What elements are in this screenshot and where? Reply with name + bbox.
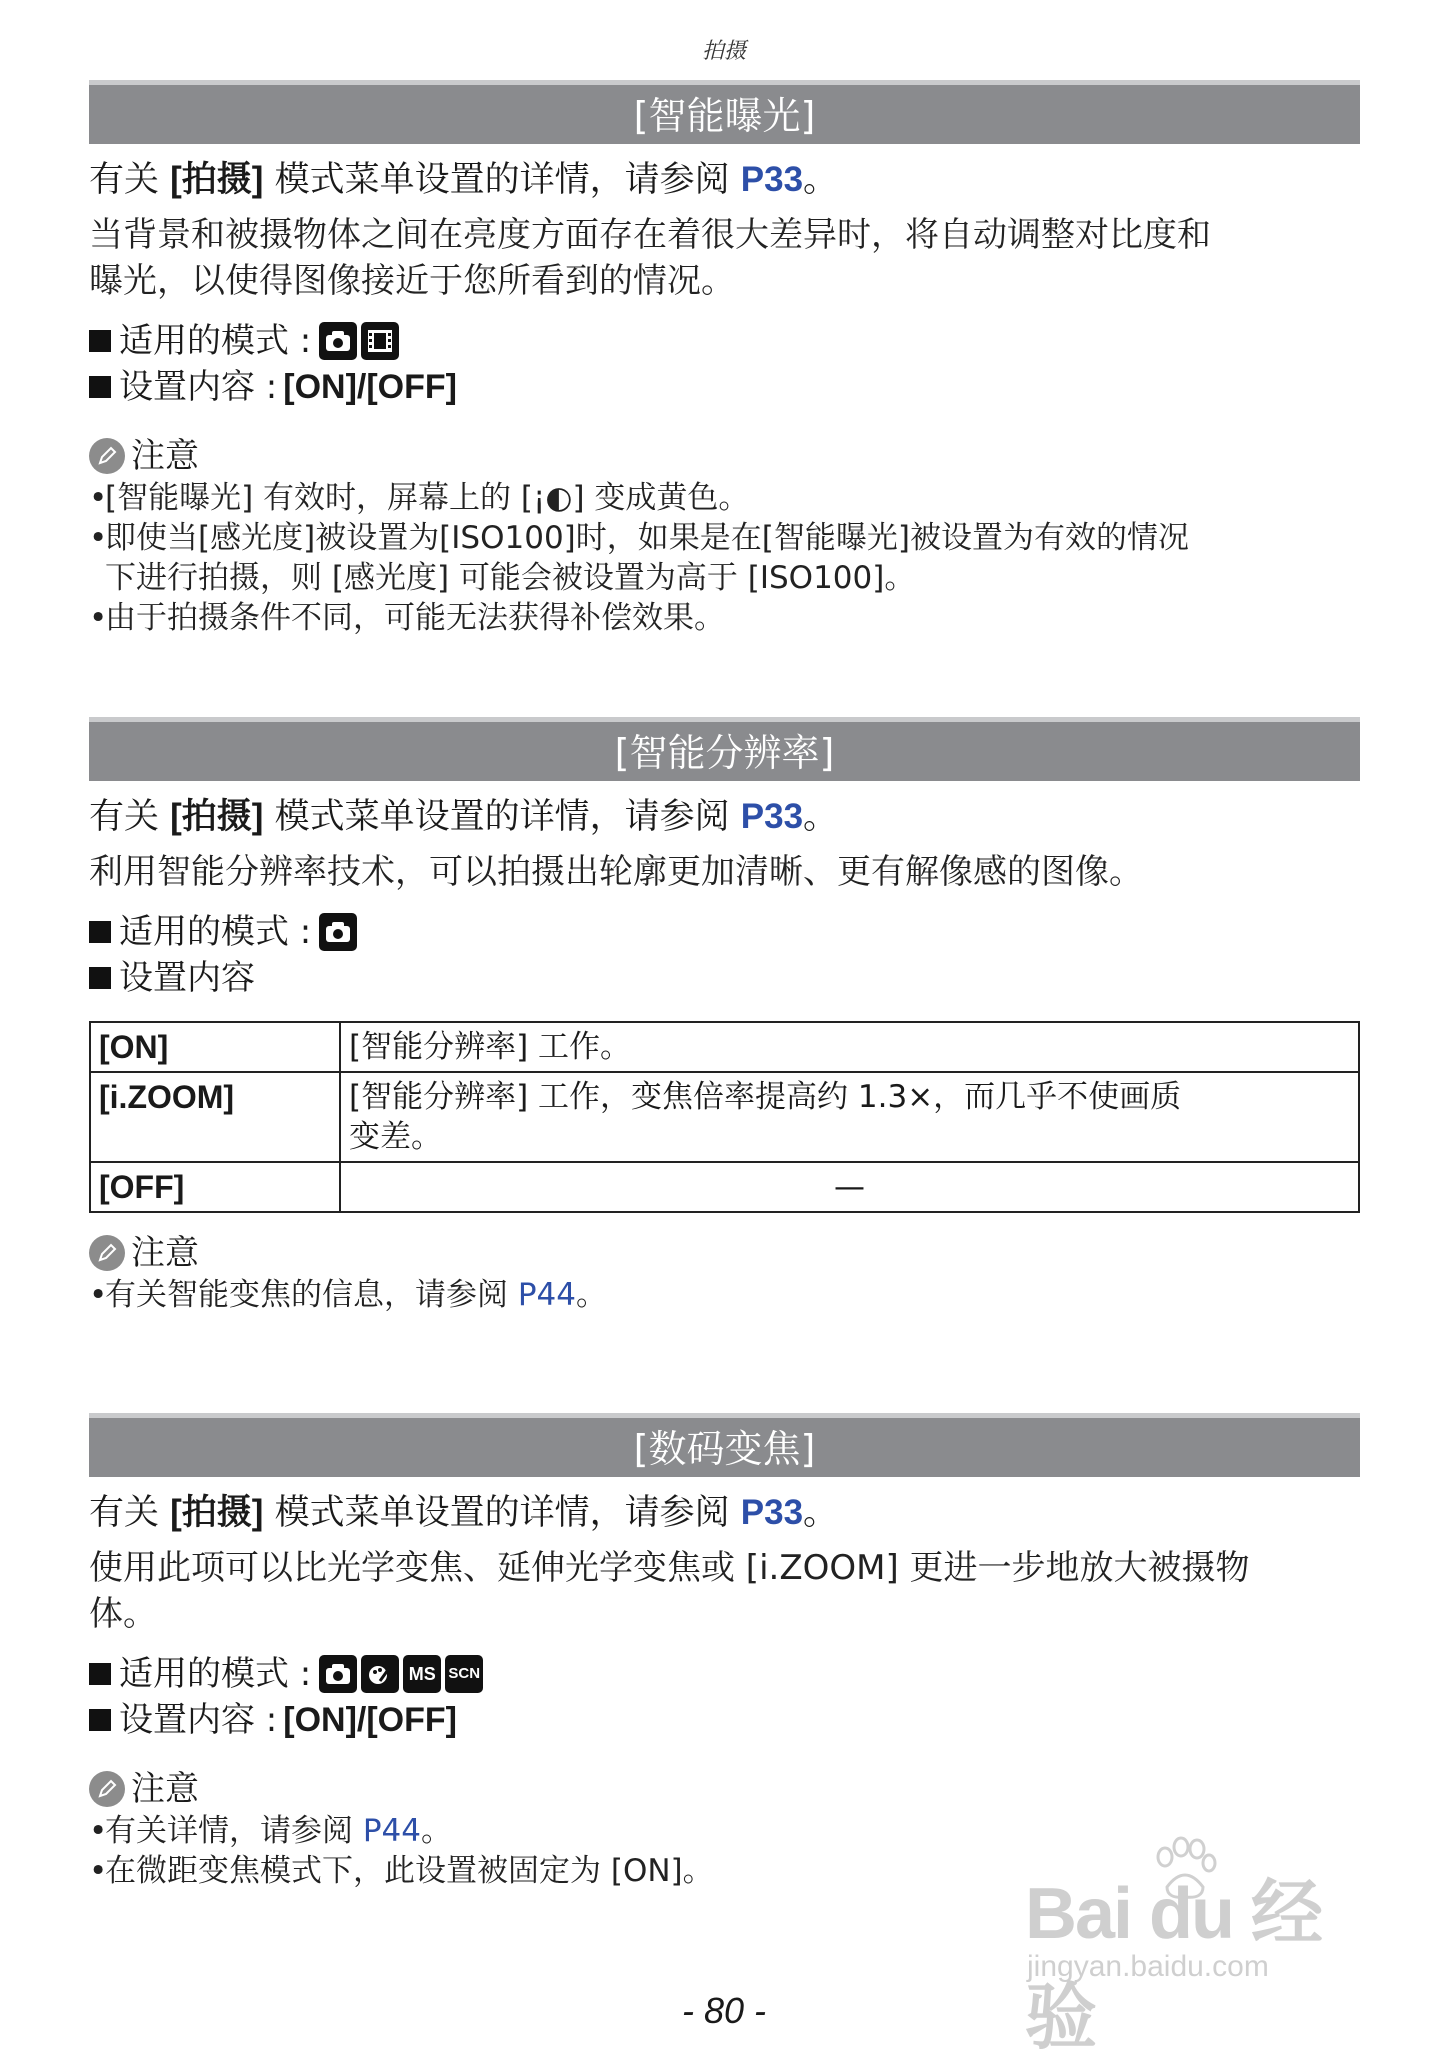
ref-menu: [拍摄]: [170, 160, 264, 199]
section-title: [智能曝光]: [89, 80, 1360, 144]
settings-value: [ON]/[OFF]: [283, 368, 457, 406]
table-row: [90, 1072, 1359, 1162]
note-block: [89, 434, 1360, 638]
note-item: • 在微距变焦模式下，此设置被固定为 [ON]。: [89, 1853, 714, 1889]
table-value: [智能分辨率] 工作，变焦倍率提高约 1.3×，而几乎不使画质 变差。: [340, 1072, 1359, 1162]
ref-text: 模式菜单设置的详情，请参阅: [274, 160, 730, 200]
watermark-logo: Bai du 经验: [1025, 1874, 1322, 2058]
note-title: 注意: [131, 1769, 199, 1809]
bullet-square-icon: [89, 1709, 111, 1731]
applicable-modes: [89, 1651, 1360, 1697]
baidu-watermark: [1025, 1835, 1370, 2058]
note-item: • 即使当[感光度]被设置为[ISO100]时，如果是在[智能曝光]被设置为有效的情况: [89, 520, 1189, 556]
bullet-square-icon: [89, 1663, 111, 1685]
section-title: [数码变焦]: [89, 1413, 1360, 1477]
settings-row: [89, 1697, 1360, 1743]
ref-prefix: 有关: [89, 797, 160, 837]
settings-value: [ON]/[OFF]: [283, 1701, 457, 1739]
section-intelligent-resolution: [89, 717, 1360, 1315]
description-line: 体。: [89, 1594, 157, 1634]
pencil-icon: [89, 1771, 125, 1807]
ms-mode-icon: MS: [403, 1655, 441, 1693]
ref-text: 模式菜单设置的详情，请参阅: [274, 1493, 730, 1533]
settings-table: [89, 1021, 1360, 1213]
note-title: 注意: [131, 436, 199, 476]
applicable-modes: [89, 909, 1360, 955]
ref-menu: [拍摄]: [170, 1493, 264, 1532]
modes-label: 适用的模式 :: [119, 321, 312, 361]
bullet-square-icon: [89, 921, 111, 943]
table-key: [ON]: [90, 1022, 340, 1072]
description-line: 利用智能分辨率技术，可以拍摄出轮廓更加清晰、更有解像感的图像。: [89, 852, 1143, 892]
description-line: 当背景和被摄物体之间在亮度方面存在着很大差异时，将自动调整对比度和: [89, 215, 1211, 255]
note-item: • 由于拍摄条件不同，可能无法获得补偿效果。: [89, 600, 725, 636]
applicable-modes: [89, 318, 1360, 364]
settings-label: 设置内容 :: [119, 1700, 278, 1740]
menu-reference: [89, 793, 1360, 841]
ref-prefix: 有关: [89, 1493, 160, 1533]
description: [89, 212, 1360, 304]
note-item-continuation: 下进行拍摄，则 [感光度] 可能会被设置为高于 [ISO100]。: [105, 560, 916, 596]
section-intelligent-exposure: [89, 80, 1360, 638]
camera-icon: [319, 1655, 357, 1693]
ref-prefix: 有关: [89, 160, 160, 200]
pencil-icon: [89, 1235, 125, 1271]
table-value: [智能分辨率] 工作。: [340, 1022, 1359, 1072]
description: [89, 849, 1360, 895]
camera-icon: [319, 322, 357, 360]
creative-control-icon: [361, 1655, 399, 1693]
settings-label: 设置内容 :: [119, 367, 278, 407]
scn-mode-icon: SCN: [445, 1655, 483, 1693]
bullet-square-icon: [89, 376, 111, 398]
settings-label: 设置内容: [119, 958, 255, 998]
modes-label: 适用的模式 :: [119, 1654, 312, 1694]
note-title: 注意: [131, 1233, 199, 1273]
bullet-square-icon: [89, 330, 111, 352]
camera-icon: [319, 913, 357, 951]
page-number: - 80 -: [681, 1990, 767, 2031]
ref-text: 模式菜单设置的详情，请参阅: [274, 797, 730, 837]
description-line: 使用此项可以比光学变焦、延伸光学变焦或 [i.ZOOM] 更进一步地放大被摄物: [89, 1548, 1250, 1588]
menu-reference: [89, 1489, 1360, 1537]
bullet-square-icon: [89, 967, 111, 989]
settings-row: [89, 955, 1360, 1001]
note-item: • 有关详情，请参阅 P44。: [89, 1813, 452, 1849]
page-link[interactable]: P44: [362, 1813, 421, 1849]
ref-end: 。: [803, 160, 839, 200]
menu-reference: [89, 156, 1360, 204]
ref-menu: [拍摄]: [170, 797, 264, 836]
table-key: [OFF]: [90, 1162, 340, 1212]
table-value: —: [340, 1162, 1359, 1212]
table-row: [90, 1162, 1359, 1212]
page-link[interactable]: P33: [740, 160, 804, 199]
pencil-icon: [89, 438, 125, 474]
watermark-url: jingyan.baidu.com: [1027, 1950, 1269, 1983]
ref-end: 。: [803, 1493, 839, 1533]
running-head: 拍摄: [701, 39, 746, 64]
note-item: • 有关智能变焦的信息，请参阅 P44。: [89, 1277, 607, 1313]
note-item: • [智能曝光] 有效时，屏幕上的 [¡◐] 变成黄色。: [89, 480, 750, 516]
description: [89, 1545, 1360, 1637]
table-row: [90, 1022, 1359, 1072]
page-link[interactable]: P33: [740, 1493, 804, 1532]
page-link[interactable]: P44: [517, 1277, 576, 1313]
description-line: 曝光，以使得图像接近于您所看到的情况。: [89, 261, 735, 301]
modes-label: 适用的模式 :: [119, 912, 312, 952]
page-link[interactable]: P33: [740, 797, 804, 836]
note-block: [89, 1231, 1360, 1315]
section-title: [智能分辨率]: [89, 717, 1360, 781]
section-digital-zoom: [89, 1413, 1360, 1891]
ref-end: 。: [803, 797, 839, 837]
movie-icon: [361, 322, 399, 360]
table-key: [i.ZOOM]: [90, 1072, 340, 1162]
settings-row: [89, 364, 1360, 410]
